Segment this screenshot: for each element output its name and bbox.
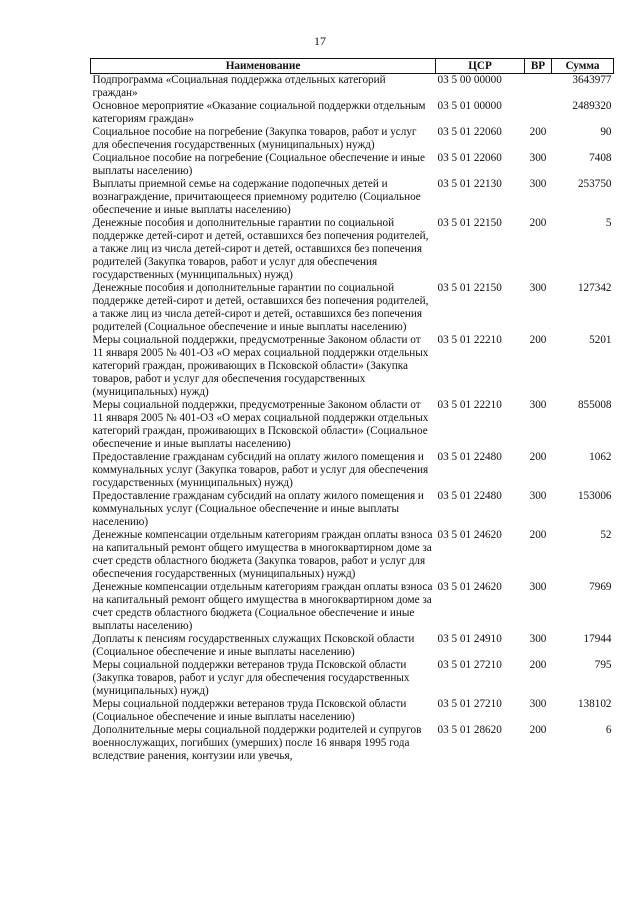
row-sum: 5201 <box>589 334 612 346</box>
table-row <box>91 698 614 724</box>
row-sum: 855008 <box>577 399 612 411</box>
table-row <box>91 74 614 101</box>
row-vr: 200 <box>529 126 547 138</box>
row-vr: 200 <box>529 217 547 229</box>
row-vr: 200 <box>529 451 547 463</box>
row-name: Меры социальной поддержки, предусмотренные Законом области от 11 января 2005 № 401-ОЗ «О мерах социальной поддержки отдельных категорий граждан, проживающих в Псковской области» (Социальное обеспечение и иные выплаты населению) <box>92 399 429 450</box>
table-row <box>91 529 614 581</box>
row-name: Денежные пособия и дополнительные гарантии по социальной поддержке детей-сирот и детей, оставшихся без попечения родителей, а также лиц из числа детей-сирот и детей, оставшихся без попечения родителей (Социальное обеспечение и иные выплаты населению) <box>92 282 429 333</box>
row-sum: 2489320 <box>572 100 612 112</box>
row-vr: 300 <box>529 490 547 502</box>
row-sum: 7408 <box>589 152 612 164</box>
table-row <box>91 399 614 451</box>
table-header-row <box>91 59 614 74</box>
row-sum: 52 <box>600 529 612 541</box>
row-csr: 03 5 01 22210 <box>437 334 502 346</box>
row-csr: 03 5 01 22150 <box>437 282 502 294</box>
row-csr: 03 5 01 22130 <box>437 178 502 190</box>
row-csr: 03 5 01 24620 <box>437 529 502 541</box>
table-row <box>91 581 614 633</box>
table-row <box>91 100 614 126</box>
row-sum: 7969 <box>589 581 612 593</box>
row-name: Меры социальной поддержки ветеранов труда Псковской области (Закупка товаров, работ и услуг для обеспечения государственных (муниципальных) нужд) <box>92 659 410 697</box>
row-sum: 90 <box>600 126 612 138</box>
row-name: Меры социальной поддержки ветеранов труда Псковской области (Социальное обеспечение и иные выплаты населению) <box>92 698 407 723</box>
row-name: Подпрограмма «Социальная поддержка отдельных категорий граждан» <box>92 74 386 99</box>
budget-table <box>90 58 614 763</box>
table-row <box>91 633 614 659</box>
header-vr: ВР <box>525 59 552 74</box>
row-vr: 300 <box>529 282 547 294</box>
row-csr: 03 5 01 00000 <box>437 100 502 112</box>
table-row <box>91 659 614 698</box>
row-name: Предоставление гражданам субсидий на оплату жилого помещения и коммунальных услуг (Социальное обеспечение и иные выплаты населению) <box>92 490 424 528</box>
table-row <box>91 217 614 282</box>
row-vr: 300 <box>529 152 547 164</box>
row-name: Предоставление гражданам субсидий на оплату жилого помещения и коммунальных услуг (Закупка товаров, работ и услуг для обеспечения государственных (муниципальных) нужд) <box>92 451 429 489</box>
row-sum: 153006 <box>577 490 612 502</box>
table-row <box>91 282 614 334</box>
table-row <box>91 126 614 152</box>
row-name: Денежные пособия и дополнительные гарантии по социальной поддержке детей-сирот и детей, оставшихся без попечения родителей, а также лиц из числа детей-сирот и детей, оставшихся без попечения родителей (Закупка товаров, работ и услуг для обеспечения государственных (муниципальных) нужд) <box>92 217 429 281</box>
row-csr: 03 5 01 24620 <box>437 581 502 593</box>
row-csr: 03 5 01 22060 <box>437 152 502 164</box>
row-csr: 03 5 01 28620 <box>437 724 502 736</box>
row-name: Меры социальной поддержки, предусмотренные Законом области от 11 января 2005 № 401-ОЗ «О мерах социальной поддержки отдельных категорий граждан, проживающих в Псковской области» (Закупка товаров, работ и услуг для обеспечения государственных (муниципальных) нужд) <box>92 334 429 398</box>
row-name: Социальное пособие на погребение (Социальное обеспечение и иные выплаты населению) <box>92 152 425 177</box>
row-vr <box>525 74 552 101</box>
row-vr: 200 <box>529 334 547 346</box>
table-row <box>91 152 614 178</box>
row-vr: 300 <box>529 399 547 411</box>
row-name: Дополнительные меры социальной поддержки родителей и супругов военнослужащих, погибших (умерших) после 16 января 1995 года вследствие ранения, контузии или увечья, <box>92 724 422 762</box>
table-row <box>91 490 614 529</box>
row-csr: 03 5 01 22480 <box>437 451 502 463</box>
row-sum: 17944 <box>583 633 612 645</box>
row-sum: 253750 <box>577 178 612 190</box>
header-csr: ЦСР <box>436 59 525 74</box>
row-name: Выплаты приемной семье на содержание подопечных детей и вознаграждение, причитающееся приемному родителю (Социальное обеспечение и иные выплаты населению) <box>92 178 421 216</box>
table-row <box>91 334 614 399</box>
row-vr: 300 <box>529 633 547 645</box>
row-vr: 300 <box>529 178 547 190</box>
row-vr: 300 <box>529 698 547 710</box>
row-csr: 03 5 01 27210 <box>437 659 502 671</box>
row-sum: 6 <box>605 724 612 736</box>
row-csr: 03 5 01 24910 <box>437 633 502 645</box>
row-sum: 138102 <box>577 698 612 710</box>
row-vr: 200 <box>529 724 547 736</box>
table-row <box>91 178 614 217</box>
row-sum: 1062 <box>589 451 612 463</box>
row-csr: 03 5 01 22060 <box>437 126 502 138</box>
row-name: Доплаты к пенсиям государственных служащих Псковской области (Социальное обеспечение и иные выплаты населению) <box>92 633 415 658</box>
row-csr: 03 5 01 27210 <box>437 698 502 710</box>
row-sum: 795 <box>594 659 612 671</box>
row-csr: 03 5 01 22210 <box>437 399 502 411</box>
row-name: Денежные компенсации отдельным категориям граждан оплаты взноса на капитальный ремонт общего имущества в многоквартирном доме за счет средств областного бюджета (Закупка товаров, работ и услуг для обеспечения государственных (муниципальных) нужд) <box>92 529 433 580</box>
row-vr: 200 <box>529 529 547 541</box>
row-vr <box>525 100 552 126</box>
row-sum: 3643977 <box>572 74 612 86</box>
page-number: 17 <box>314 34 326 48</box>
row-name: Денежные компенсации отдельным категориям граждан оплаты взноса на капитальный ремонт общего имущества в многоквартирном доме за счет средств областного бюджета (Социальное обеспечение и иные выплаты населению) <box>92 581 433 632</box>
row-sum: 5 <box>605 217 612 229</box>
table-row <box>91 451 614 490</box>
row-vr: 300 <box>529 581 547 593</box>
row-csr: 03 5 01 22150 <box>437 217 502 229</box>
header-name: Наименование <box>91 59 436 74</box>
row-csr: 03 5 01 22480 <box>437 490 502 502</box>
row-csr: 03 5 00 00000 <box>437 74 502 86</box>
table-row <box>91 724 614 763</box>
row-name: Социальное пособие на погребение (Закупка товаров, работ и услуг для обеспечения государственных (муниципальных) нужд) <box>92 126 417 151</box>
row-name: Основное мероприятие «Оказание социальной поддержки отдельным категориям граждан» <box>92 100 426 125</box>
header-sum: Сумма <box>552 59 614 74</box>
row-vr: 200 <box>529 659 547 671</box>
row-sum: 127342 <box>577 282 612 294</box>
